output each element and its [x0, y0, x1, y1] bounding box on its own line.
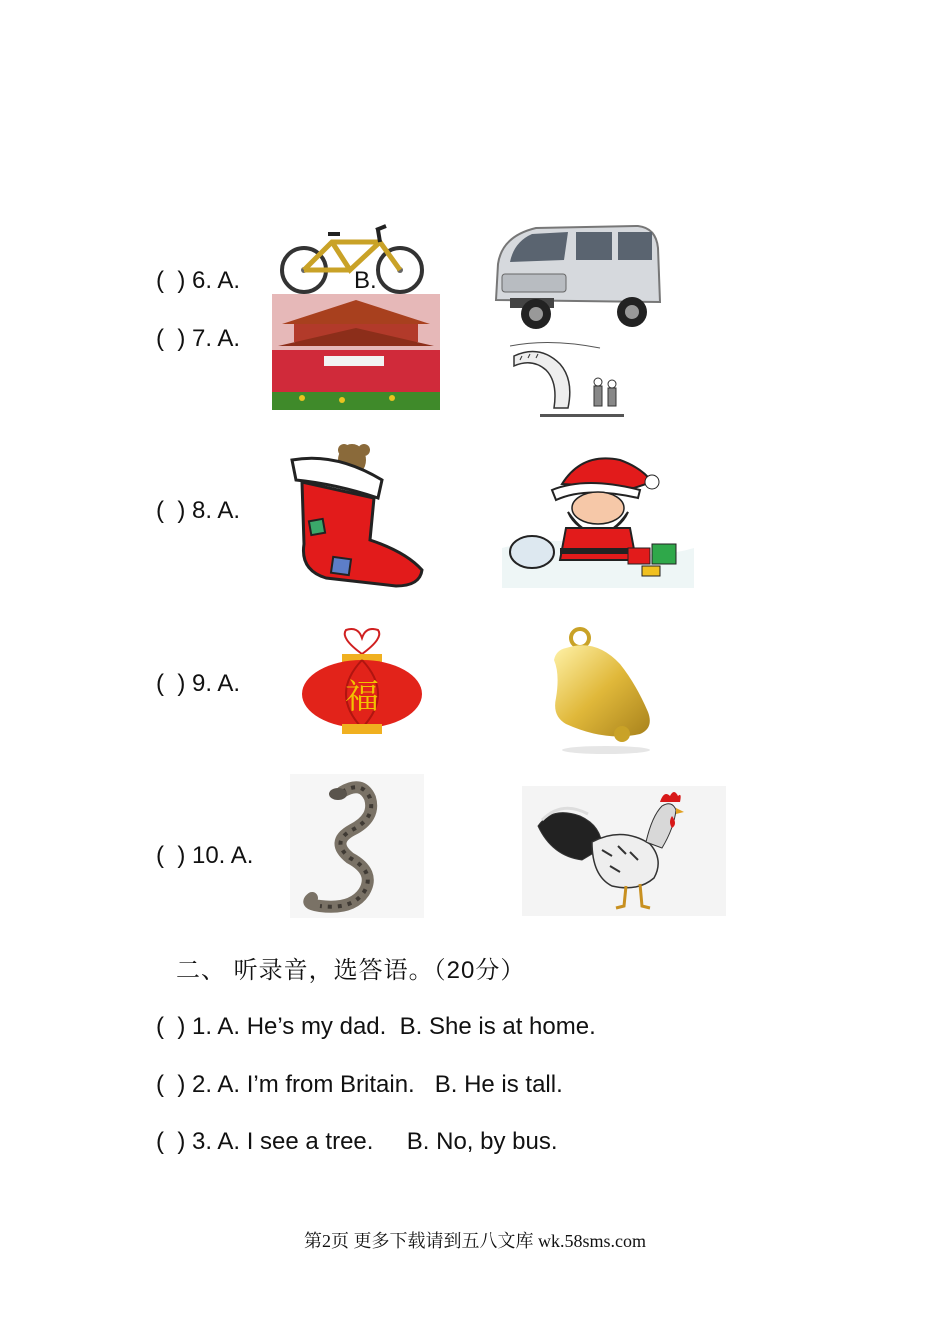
listening-question-2: ( ) 2. A. I’m from Britain. B. He is tall.	[156, 1071, 563, 1098]
tiananmen-picture	[272, 294, 440, 410]
page-footer: 第2页 更多下载请到五八文库 wk.58sms.com	[304, 1231, 646, 1251]
question-6-option-b-label: B.	[354, 267, 377, 294]
christmas-stocking-picture	[286, 440, 426, 588]
question-9-label: ( ) 9. A.	[156, 670, 241, 697]
santa-claus-picture	[502, 448, 694, 588]
lantern-character: 福	[345, 677, 379, 717]
listening-question-1: ( ) 1. A. He’s my dad. B. She is at home.	[156, 1013, 596, 1040]
van-picture	[488, 218, 666, 336]
listening-question-3: ( ) 3. A. I see a tree. B. No, by bus.	[156, 1128, 558, 1155]
snake-picture	[290, 774, 424, 918]
bicycle-picture	[272, 220, 432, 294]
red-lantern-picture	[300, 628, 424, 738]
great-wall-cartoon-picture	[510, 336, 644, 422]
question-10-label: ( ) 10. A.	[156, 842, 254, 869]
question-7-label: ( ) 7. A.	[156, 325, 241, 352]
rooster-picture	[522, 786, 726, 916]
question-8-label: ( ) 8. A.	[156, 497, 241, 524]
section-2-heading: 二、 听录音，选答语。（20分）	[176, 957, 526, 984]
golden-bell-picture	[536, 624, 662, 756]
question-6-label: ( ) 6. A.	[156, 267, 241, 294]
